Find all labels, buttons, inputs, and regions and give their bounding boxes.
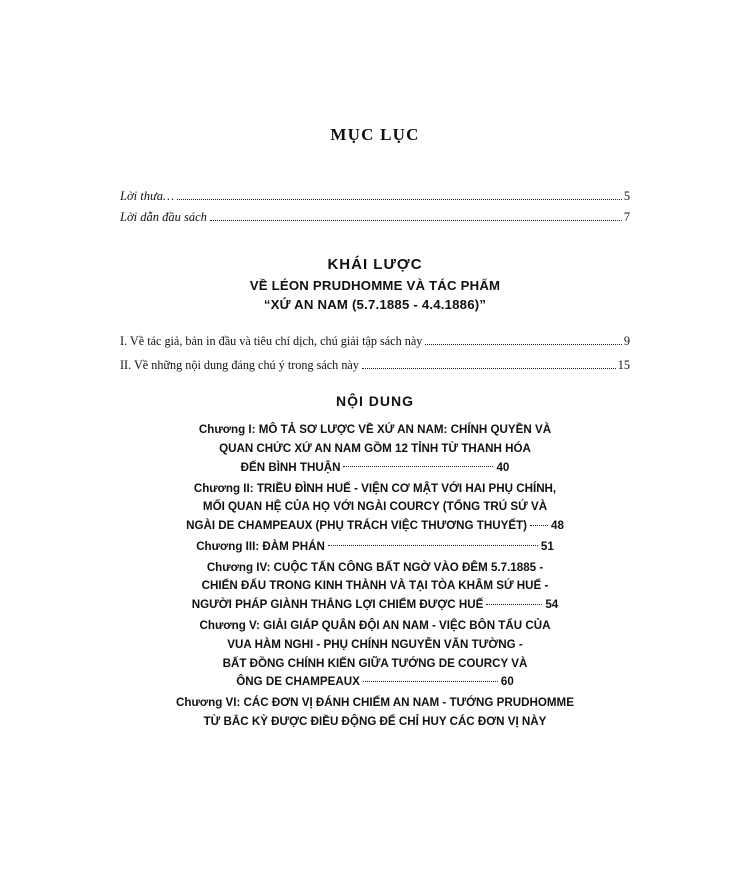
noi-dung-heading: NỘI DUNG [336, 392, 414, 409]
dot-leader [343, 466, 493, 467]
chapter-line-last [120, 517, 630, 536]
list-item [120, 208, 630, 227]
chapter-line: Chương I: MÔ TẢ SƠ LƯỢC VỀ XỨ AN NAM: CHÍNH QUYỀN VÀ [198, 423, 552, 437]
page-number: 9 [623, 333, 630, 348]
front-matter-label: Lời dẫn đầu sách [120, 210, 207, 225]
chapter-line: QUAN CHỨC XỨ AN NAM GỒM 12 TỈNH TỪ THANH HÓA [219, 441, 531, 455]
front-matter-list [120, 187, 630, 228]
chapter-line: Chương IV: CUỘC TẤN CÔNG BẤT NGỜ VÀO ĐÊM 5.7.1885 - [206, 560, 544, 574]
chapter-line: NGÀI DE CHAMPEAUX (PHỤ TRÁCH VIỆC THƯƠNG THUYẾT) [186, 519, 527, 533]
chapter-line: VUA HÀM NGHI - PHỤ CHÍNH NGUYỄN VĂN TƯỜNG - [227, 637, 523, 651]
dot-leader [425, 344, 622, 345]
khai-luoc-line-1: KHÁI LƯỢC [327, 255, 423, 273]
page-number: 7 [623, 210, 630, 225]
khai-luoc-heading [120, 254, 630, 314]
table-row [120, 694, 630, 732]
chapter-line: ÔNG DE CHAMPEAUX [236, 675, 360, 689]
page-number: 51 [540, 539, 554, 553]
page-number: 54 [545, 598, 559, 612]
dot-leader [363, 681, 498, 682]
chapter-line: NGƯỜI PHÁP GIÀNH THẮNG LỢI CHIẾM ĐƯỢC HUẾ [191, 598, 484, 612]
chapter-line: ĐẾN BÌNH THUẬN [240, 460, 341, 474]
table-row [120, 421, 630, 477]
toc-page [0, 125, 750, 875]
khai-luoc-line-3: “XỨ AN NAM (5.7.1885 - 4.4.1886)” [263, 296, 487, 312]
chapter-line: TỪ BẮC KỲ ĐƯỢC ĐIỀU ĐỘNG ĐỂ CHỈ HUY CÁC ĐƠN VỊ NÀY [203, 714, 547, 728]
table-row [120, 538, 630, 557]
page-number: 48 [551, 519, 564, 533]
chapter-line: Chương II: TRIỀU ĐÌNH HUẾ - VIỆN CƠ MẬT VỚI HAI PHỤ CHÍNH, [193, 481, 557, 495]
dot-leader [210, 220, 622, 221]
chapter-line: BẤT ĐỒNG CHÍNH KIẾN GIỮA TƯỚNG DE COURCY VÀ [222, 656, 528, 670]
roman-section-label: II. Về những nội dung đáng chú ý trong sách này [120, 357, 359, 372]
page-number: 40 [496, 460, 510, 474]
page-number: 5 [623, 189, 630, 203]
chapter-line: Chương III: ĐÀM PHÁN [196, 539, 325, 553]
chapter-line: Chương V: GIẢI GIÁP QUÂN ĐỘI AN NAM - VIỆC BÔN TẨU CỦA [199, 618, 551, 632]
list-item [120, 187, 630, 206]
page-number: 15 [617, 357, 630, 372]
dot-leader [177, 199, 622, 200]
page-number: 60 [500, 675, 514, 689]
roman-sections-list [120, 332, 630, 375]
dot-leader [362, 368, 616, 369]
table-row [120, 617, 630, 692]
page-title: MỤC LỤC [330, 125, 420, 144]
khai-luoc-line-2: VỀ LÉON PRUDHOMME VÀ TÁC PHẨM [249, 277, 501, 293]
table-row [120, 559, 630, 615]
dot-leader [486, 604, 542, 605]
chapter-line: CHIẾN ĐẤU TRONG KINH THÀNH VÀ TẠI TÒA KHÂM SỨ HUẾ - [201, 579, 549, 593]
chapter-line: Chương VI: CÁC ĐƠN VỊ ĐÁNH CHIẾM AN NAM - TƯỚNG PRUDHOMME [176, 696, 574, 710]
front-matter-label: Lời thưa… [120, 189, 175, 203]
chapter-line-last [120, 596, 630, 615]
dot-leader [328, 545, 538, 546]
list-item [120, 332, 630, 351]
roman-section-label: I. Về tác giả, bản in đầu và tiêu chí dịch, chú giải tập sách này [120, 333, 423, 348]
chapter-line-last [120, 459, 630, 478]
chapter-line: MỐI QUAN HỆ CỦA HỌ VỚI NGÀI COURCY (TỔNG TRÚ SỨ VÀ [202, 500, 548, 514]
chapter-line-last [120, 538, 630, 557]
list-item [120, 356, 630, 375]
chapter-line-last [120, 673, 630, 692]
dot-leader [530, 525, 548, 526]
table-row [120, 480, 630, 536]
chapter-list [120, 421, 630, 732]
